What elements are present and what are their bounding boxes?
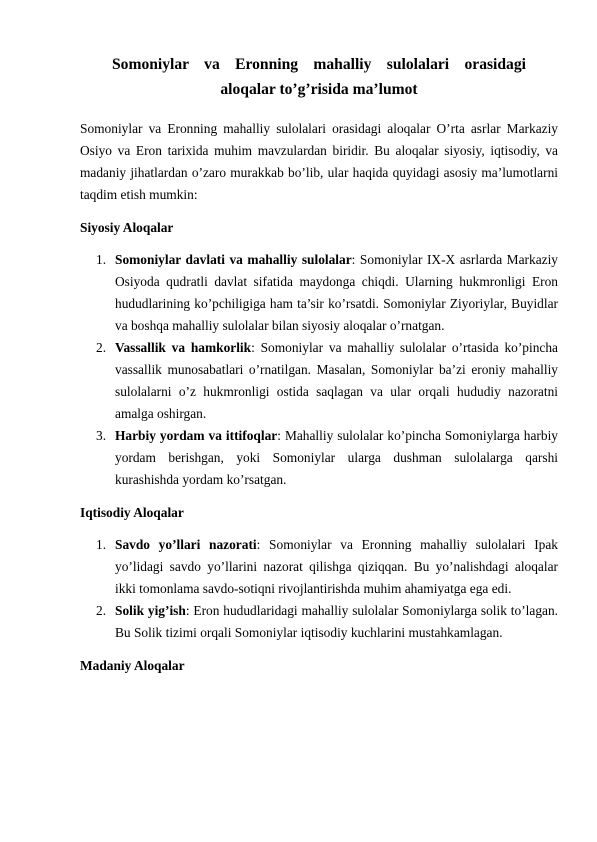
political-list	[80, 249, 558, 491]
section-heading-economic: Iqtisodiy Aloqalar	[80, 505, 184, 520]
list-number: 2.	[96, 603, 107, 618]
title-line-1: Somoniylar va Eronning mahalliy sulolalari orasidagi	[112, 56, 526, 73]
intro-paragraph: Somoniylar va Eronning mahalliy sulolalari orasidagi aloqalar O’rta asrlar Markaziy Osiyo va Eron tarixida muhim mavzulardan biridir. Bu aloqalar siyosiy, iqtisodiy, va madaniy jihatlardan o’zaro murakkab bo’lib, ular haqida quyidagi asosiy ma’lumotlarni taqdim etish mumkin:	[80, 121, 558, 202]
title-line-2: aloqalar to’g’risida ma’lumot	[220, 81, 418, 98]
list-item-text: : Mahalliy sulolalar ko’pincha Somoniylarga harbiy yordam berishgan, yoki Somoniylar ularga dushman sulolalarga qarshi kurashishda yordam ko’rsatgan.	[115, 428, 558, 487]
list-number: 3.	[96, 428, 107, 443]
list-item-text: : Somoniylar va mahalliy sulolalar o’rtasida ko’pincha vassallik munosabatlari o’rnatilgan. Masalan, Somoniylar ba’zi eroniy mahalliy sulolalarni o’z hukmronligi ostida saqlagan va ular orqali hududiy nazoratni amalga oshirgan.	[115, 340, 558, 421]
section-heading-cultural: Madaniy Aloqalar	[80, 658, 185, 673]
section-heading-political: Siyosiy Aloqalar	[80, 220, 174, 235]
list-item-term: Savdo yo’llari nazorati	[115, 537, 257, 552]
list-number: 1.	[96, 537, 107, 552]
list-number: 2.	[96, 340, 107, 355]
document-page	[80, 52, 558, 677]
list-item	[80, 534, 558, 600]
list-item-term: Solik yig’ish	[115, 603, 186, 618]
list-item-term: Vassallik va hamkorlik	[115, 340, 252, 355]
list-item-text: : Somoniylar IX-X asrlarda Markaziy Osiyoda qudratli davlat sifatida maydonga chiqdi. Ularning hukmronligi Eron hududlarining ko’pchiligiga ham ta’sir ko’rsatdi. Somoniylar Ziyoriylar, Buyidlar va boshqa mahalliy sulolalar bilan siyosiy aloqalar o’rnatgan.	[115, 252, 558, 333]
economic-list	[80, 534, 558, 644]
list-item-term: Somoniylar davlati va mahalliy sulolalar	[115, 252, 352, 267]
list-item	[80, 425, 558, 491]
list-number: 1.	[96, 252, 107, 267]
list-item-term: Harbiy yordam va ittifoqlar	[115, 428, 278, 443]
list-item	[80, 600, 558, 644]
list-item	[80, 337, 558, 425]
list-item-text: : Somoniylar va Eronning mahalliy sulolalari Ipak yo’lidagi savdo yo’llarini nazorat qilishga qiziqqan. Bu yo’nalishdagi aloqalar ikki tomonlama savdo-sotiqni rivojlantirishda muhim ahamiyatga ega edi.	[115, 537, 558, 596]
document-title	[80, 52, 558, 102]
list-item-text: : Eron hududlaridagi mahalliy sulolalar Somoniylarga solik to’lagan. Bu Solik tizimi orqali Somoniylar iqtisodiy kuchlarini mustahkamlagan.	[115, 603, 558, 640]
list-item	[80, 249, 558, 337]
